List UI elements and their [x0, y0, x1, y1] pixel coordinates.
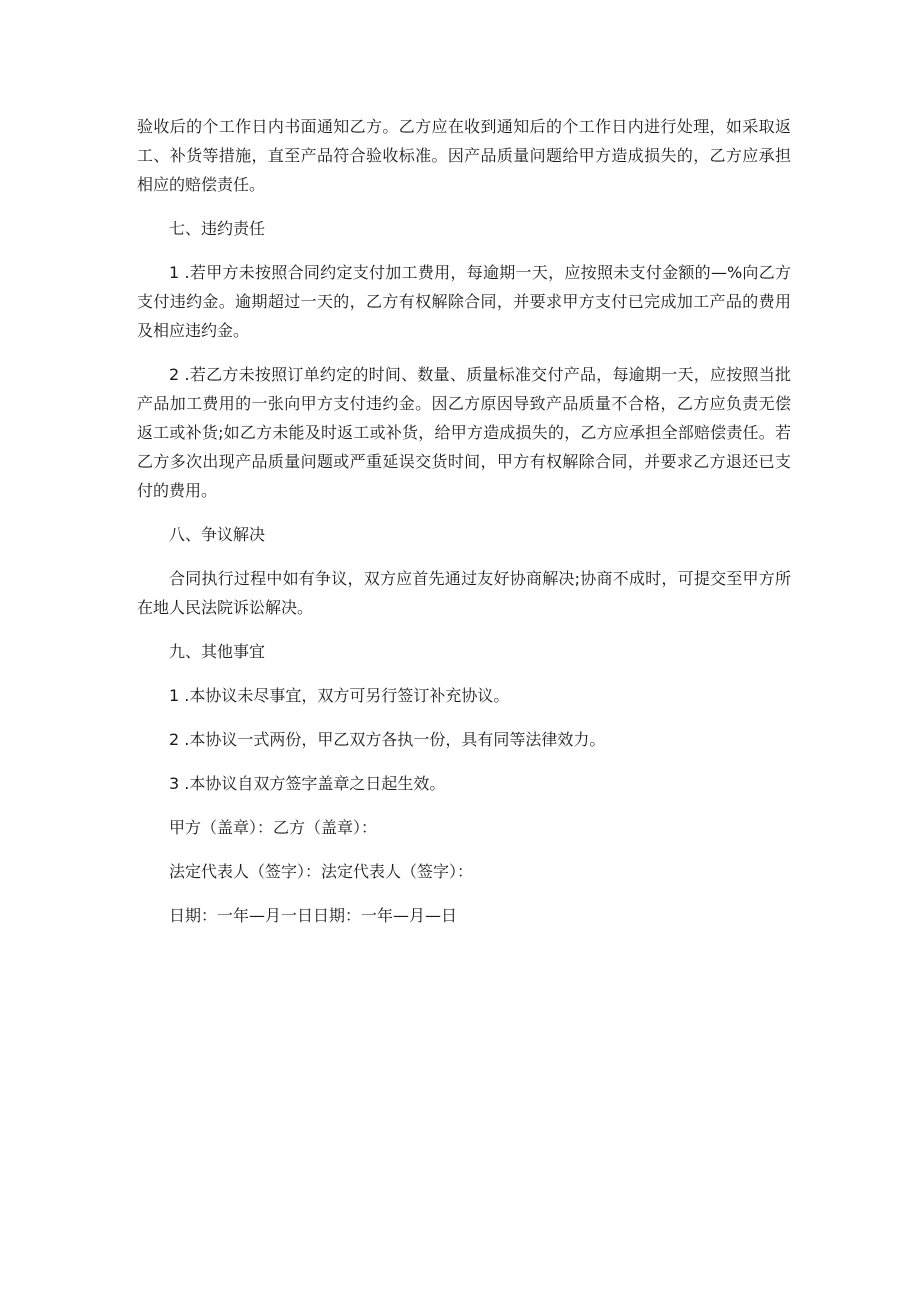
clause-7-2: 2 .若乙方未按照订单约定的时间、数量、质量标准交付产品，每逾期一天，应按照当批产品加工费用的一张向甲方支付违约金。因乙方原因导致产品质量不合格，乙方应负责无偿返工或补货;如乙方未能及时返工或补货，给甲方造成损失的，乙方应承担全部赔偿责任。若乙方多次出现产品质量问题或严重延误交货时间，甲方有权解除合同，并要求乙方退还已支付的费用。 [137, 365, 791, 500]
signature-seal-line: 甲方（盖章）：乙方（盖章）： [169, 818, 378, 837]
document-body [137, 112, 791, 930]
clause-9-1: 1 .本协议未尽事宜，双方可另行签订补充协议。 [169, 686, 510, 705]
clause-9-3: 3 .本协议自双方签字盖章之日起生效。 [169, 774, 446, 793]
signature-representative-line: 法定代表人（签字）：法定代表人（签字）： [169, 862, 474, 881]
section-heading-dispute-resolution: 八、争议解决 [169, 525, 266, 544]
clause-7-1: 1 .若甲方未按照合同约定支付加工费用，每逾期一天，应按照未支付金额的—%向乙方支付违约金。逾期超过一天的，乙方有权解除合同，并要求甲方支付已完成加工产品的费用及相应违约金。 [137, 263, 791, 340]
paragraph-acceptance-continued: 验收后的个工作日内书面通知乙方。乙方应在收到通知后的个工作日内进行处理，如采取返工、补货等措施，直至产品符合验收标准。因产品质量问题给甲方造成损失的，乙方应承担相应的赔偿责任。 [137, 117, 791, 194]
section-heading-other-matters: 九、其他事宜 [169, 642, 266, 661]
clause-9-2: 2 .本协议一式两份，甲乙双方各执一份，具有同等法律效力。 [169, 730, 606, 749]
signature-date-line: 日期：一年—月一日日期：一年—月—日 [169, 906, 458, 925]
section-heading-breach-liability: 七、违约责任 [169, 219, 266, 238]
clause-8: 合同执行过程中如有争议，双方应首先通过友好协商解决;协商不成时，可提交至甲方所在地人民法院诉讼解决。 [137, 569, 791, 617]
